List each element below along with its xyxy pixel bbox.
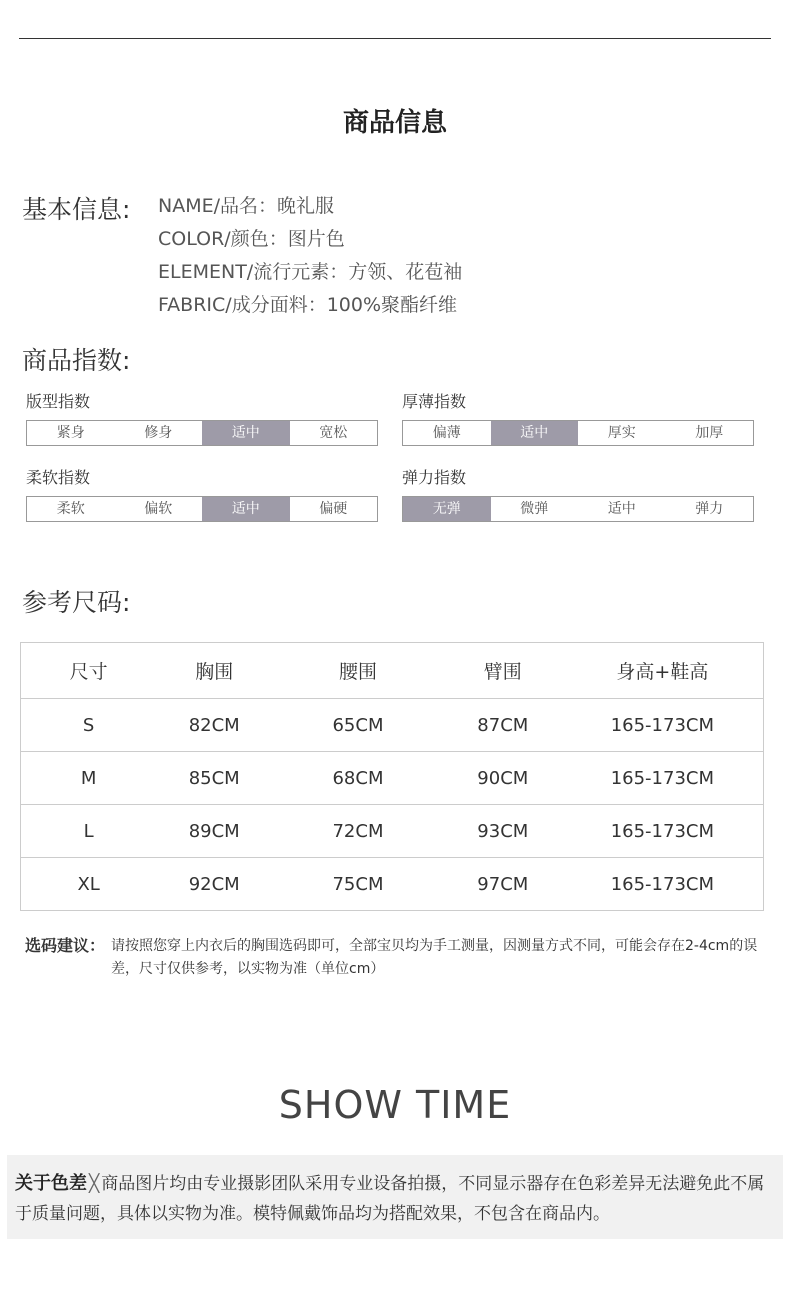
size-table (20, 642, 764, 911)
header-size: 尺寸 (21, 643, 157, 699)
table-cell: 97CM (444, 858, 562, 911)
fit-index-bar (26, 420, 378, 446)
elasticity-index-bar (402, 496, 754, 522)
table-cell: 87CM (444, 699, 562, 752)
table-cell: 82CM (156, 699, 272, 752)
index-option: 适中 (491, 421, 579, 445)
index-option: 偏薄 (432, 425, 461, 441)
index-option: 适中 (202, 421, 290, 445)
show-time-heading: SHOW TIME (278, 1083, 512, 1127)
softness-index-label: 柔软指数 (26, 468, 91, 487)
thickness-index (402, 392, 754, 446)
elasticity-index (402, 468, 754, 522)
index-option: 厚实 (607, 425, 636, 441)
basic-info-color: COLOR/颜色：图片色 (158, 228, 345, 250)
header-waist: 腰围 (272, 643, 444, 699)
size-advice-text: 请按照您穿上内衣后的胸围选码即可，全部宝贝均为手工测量，因测量方式不同，可能会存在2-4cm的误差，尺寸仅供参考，以实物为准（单位cm） (111, 938, 758, 977)
table-cell: 90CM (444, 752, 562, 805)
index-option: 柔软 (56, 501, 85, 517)
index-option: 宽松 (319, 425, 348, 441)
table-cell: L (21, 805, 157, 858)
table-row (21, 752, 764, 805)
product-index-heading: 商品指数: (22, 346, 131, 375)
top-divider (19, 38, 771, 39)
elasticity-index-label: 弹力指数 (402, 468, 467, 487)
close-x-icon: ╳ (89, 1174, 100, 1194)
index-option: 偏硬 (319, 501, 348, 517)
table-cell: 92CM (156, 858, 272, 911)
index-option: 无弹 (403, 497, 491, 521)
index-option: 紧身 (56, 425, 85, 441)
size-advice-label: 选码建议： (25, 936, 106, 955)
table-cell: 68CM (272, 752, 444, 805)
size-chart-heading: 参考尺码: (22, 588, 131, 617)
table-cell: 75CM (272, 858, 444, 911)
basic-info-fabric: FABRIC/成分面料：100%聚酯纤维 (158, 294, 458, 316)
basic-info-name: NAME/品名：晚礼服 (158, 195, 335, 217)
header-arm: 臂围 (444, 643, 562, 699)
table-cell: 165-173CM (562, 858, 764, 911)
table-cell: 89CM (156, 805, 272, 858)
index-option: 适中 (607, 501, 636, 517)
color-difference-note (7, 1155, 783, 1239)
header-bust: 胸围 (156, 643, 272, 699)
table-cell: XL (21, 858, 157, 911)
table-cell: 165-173CM (562, 699, 764, 752)
page-title: 商品信息 (342, 108, 447, 138)
table-cell: 72CM (272, 805, 444, 858)
table-cell: 165-173CM (562, 752, 764, 805)
index-option: 弹力 (695, 501, 724, 517)
basic-info-element: ELEMENT/流行元素：方领、花苞袖 (158, 261, 463, 283)
index-option: 偏软 (144, 501, 173, 517)
basic-info-list (158, 191, 462, 323)
thickness-index-label: 厚薄指数 (402, 392, 467, 411)
softness-index-bar (26, 496, 378, 522)
table-cell: 85CM (156, 752, 272, 805)
table-row (21, 805, 764, 858)
table-cell: 65CM (272, 699, 444, 752)
table-cell: S (21, 699, 157, 752)
header-height: 身高+鞋高 (562, 643, 764, 699)
table-cell: 165-173CM (562, 805, 764, 858)
basic-info-heading: 基本信息: (22, 195, 131, 224)
index-option: 修身 (144, 425, 173, 441)
table-row (21, 699, 764, 752)
fit-index-label: 版型指数 (26, 392, 91, 411)
table-cell: M (21, 752, 157, 805)
color-note-label: 关于色差 (15, 1173, 87, 1194)
index-option: 加厚 (695, 425, 724, 441)
index-option: 适中 (202, 497, 290, 521)
index-option: 微弹 (520, 501, 549, 517)
color-note-text: 商品图片均由专业摄影团队采用专业设备拍摄，不同显示器存在色彩差异无法避免此不属于质量问题，具体以实物为准。模特佩戴饰品均为搭配效果，不包含在商品内。 (15, 1174, 765, 1224)
size-table-header (21, 643, 764, 699)
table-row (21, 858, 764, 911)
fit-index (26, 392, 378, 446)
table-cell: 93CM (444, 805, 562, 858)
softness-index (26, 468, 378, 522)
thickness-index-bar (402, 420, 754, 446)
